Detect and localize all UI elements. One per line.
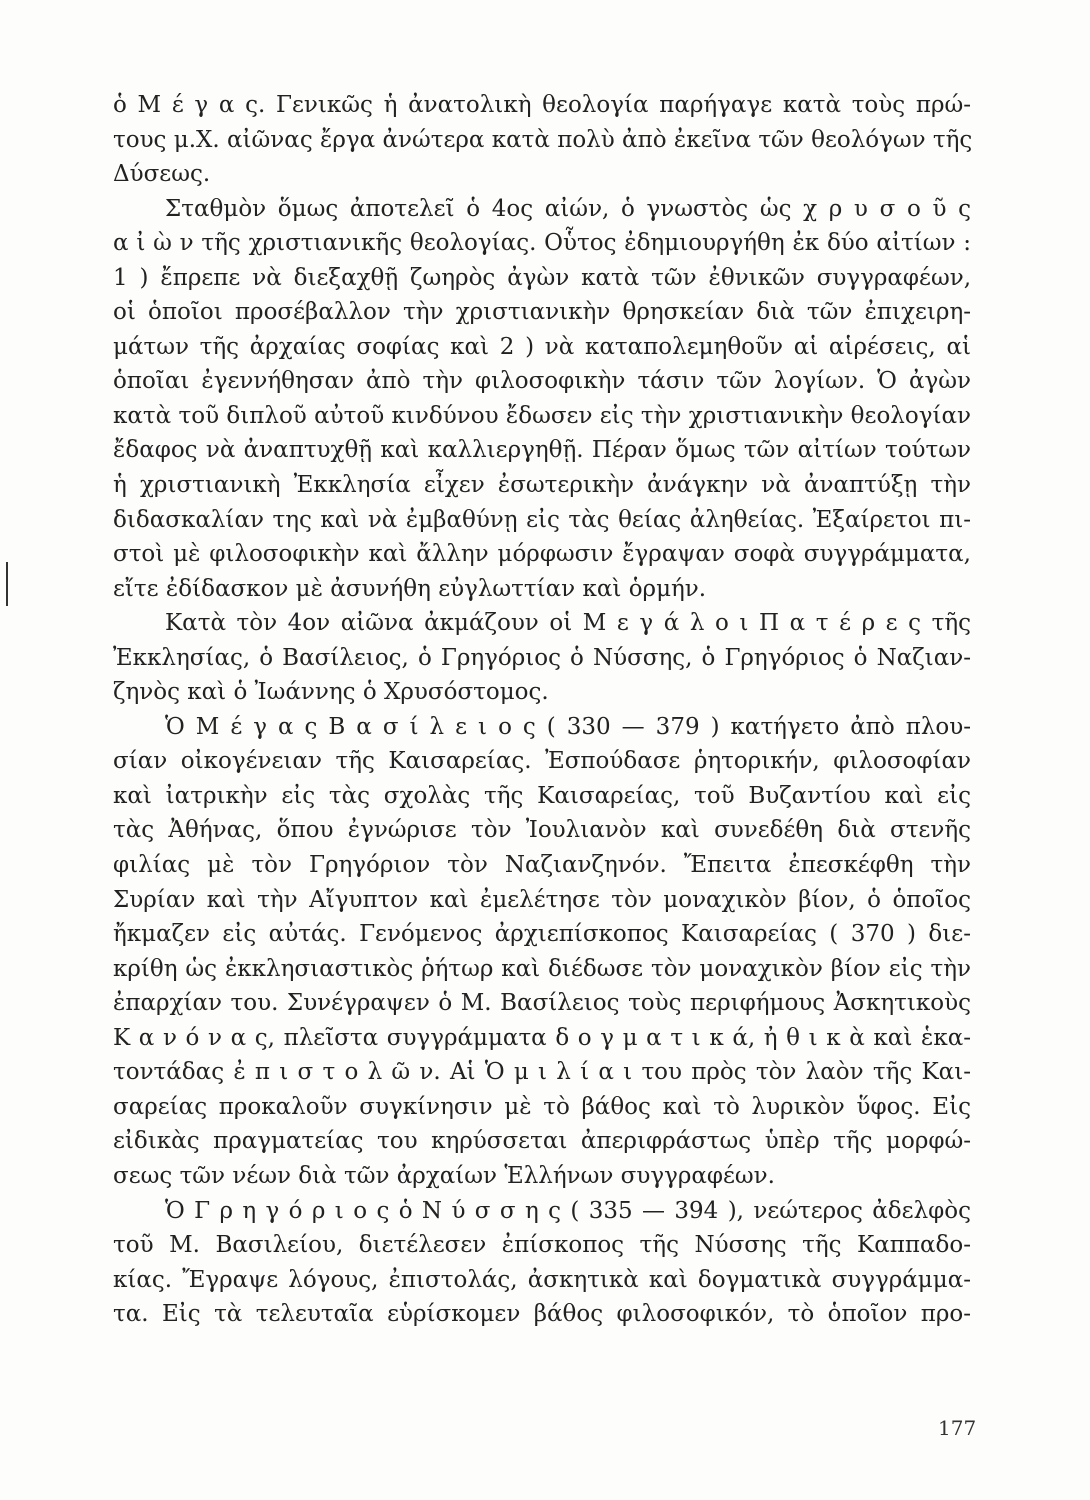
text-line: διδασκαλίαν της καὶ νὰ ἐμβαθύνῃ εἰς τὰς θείας ἀληθείας. Ἐξαίρετοι πι- (113, 506, 971, 533)
text-line: εἴτε ἐδίδασκον μὲ ἀσυνήθη εὐγλωττίαν καὶ ὁρμήν. (113, 575, 707, 602)
text-line: καὶ ἰατρικὴν εἰς τὰς σχολὰς τῆς Καισαρείας, τοῦ Βυζαντίου καὶ εἰς (113, 782, 971, 809)
text-line: Κατὰ τὸν 4ον αἰῶνα ἀκμάζουν οἱ Μ ε γ ά λ ο ι Π α τ έ ρ ε ς τῆς (165, 610, 971, 637)
text-line: τοντάδας ἐ π ι σ τ ο λ ῶ ν. Αἱ Ὁ μ ι λ ί α ι του πρὸς τὸν λαὸν τῆς Και- (113, 1059, 971, 1086)
text-line: τους μ.Χ. αἰῶνας ἔργα ἀνώτερα κατὰ πολὺ ἀπὸ ἐκεῖνα τῶν θεολόγων τῆς (113, 126, 973, 153)
text-line: ὁ Μ έ γ α ς. Γενικῶς ἡ ἀνατολικὴ θεολογία παρήγαγε κατὰ τοὺς πρώ- (113, 92, 971, 118)
text-line: Κ α ν ό ν α ς, πλεῖστα συγγράμματα δ ο γ μ α τ ι κ ά, ἠ θ ι κ ὰ καὶ ἑκα- (113, 1024, 971, 1051)
text-line: σαρείας προκαλοῦν συγκίνησιν μὲ τὸ βάθος καὶ τὸ λυρικὸν ὕφος. Εἰς (113, 1093, 971, 1120)
text-line: κατὰ τοῦ διπλοῦ αὐτοῦ κινδύνου ἔδωσεν εἰς τὴν χριστιανικὴν θεολογίαν (113, 402, 971, 429)
text-line: ἤκμαζεν εἰς αὐτάς. Γενόμενος ἀρχιεπίσκοπος Καισαρείας ( 370 ) διε- (113, 921, 971, 948)
text-line: Συρίαν καὶ τὴν Αἴγυπτον καὶ ἐμελέτησε τὸν μοναχικὸν βίον, ὁ ὁποῖος (113, 886, 971, 913)
text-line: σεως τῶν νέων διὰ τῶν ἀρχαίων Ἑλλήνων συγγραφέων. (113, 1162, 775, 1189)
text-line: ζηνὸς καὶ ὁ Ἰωάννης ὁ Χρυσόστομος. (113, 679, 549, 706)
scan-margin-mark (6, 562, 8, 606)
text-line: Ἐκκλησίας, ὁ Βασίλειος, ὁ Γρηγόριος ὁ Νύσσης, ὁ Γρηγόριος ὁ Ναζιαν- (113, 644, 971, 671)
text-line: κρίθη ὡς ἐκκλησιαστικὸς ῥήτωρ καὶ διέδωσε τὸν μοναχικὸν βίον εἰς τὴν (113, 955, 971, 982)
text-line: ἡ χριστιανικὴ Ἐκκλησία εἶχεν ἐσωτερικὴν ἀνάγκην νὰ ἀναπτύξῃ τὴν (113, 472, 971, 499)
text-line: μάτων τῆς ἀρχαίας σοφίας καὶ 2 ) νὰ καταπολεμηθοῦν αἱ αἱρέσεις, αἱ (113, 333, 971, 360)
text-line: 1 ) ἔπρεπε νὰ διεξαχθῇ ζωηρὸς ἀγὼν κατὰ τῶν ἐθνικῶν συγγραφέων, (113, 264, 971, 291)
text-line: Ὁ Μ έ γ α ς Β α σ ί λ ε ι ο ς ( 330 — 379 ) κατήγετο ἀπὸ πλου- (165, 713, 971, 740)
text-line: Δύσεως. (113, 161, 211, 188)
text-line: ἔδαφος νὰ ἀναπτυχθῇ καὶ καλλιεργηθῇ. Πέραν ὅμως τῶν αἰτίων τούτων (113, 437, 971, 464)
text-line: οἱ ὁποῖοι προσέβαλλον τὴν χριστιανικὴν θρησκείαν διὰ τῶν ἐπιχειρη- (113, 299, 971, 326)
text-line: τὰς Ἀθήνας, ὅπου ἐγνώρισε τὸν Ἰουλιανὸν καὶ συνεδέθη διὰ στενῆς (113, 817, 971, 844)
text-line: φιλίας μὲ τὸν Γρηγόριον τὸν Ναζιανζηνόν. Ἔπειτα ἐπεσκέφθη τὴν (113, 852, 971, 879)
text-line: ὁποῖαι ἐγεννήθησαν ἀπὸ τὴν φιλοσοφικὴν τάσιν τῶν λογίων. Ὁ ἀγὼν (113, 368, 971, 395)
text-line: α ἰ ὼ ν τῆς χριστιανικῆς θεολογίας. Οὗτος ἐδημιουργήθη ἐκ δύο αἰτίων : (113, 230, 971, 257)
text-line: Σταθμὸν ὅμως ἀποτελεῖ ὁ 4ος αἰών, ὁ γνωστὸς ὡς χ ρ υ σ ο ῦ ς (165, 195, 971, 222)
text-line: τοῦ Μ. Βασιλείου, διετέλεσεν ἐπίσκοπος τῆς Νύσσης τῆς Καππαδο- (113, 1232, 971, 1259)
text-line: ἐπαρχίαν του. Συνέγραψεν ὁ Μ. Βασίλειος τοὺς περιφήμους Ἀσκητικοὺς (113, 990, 971, 1017)
text-line: τα. Εἰς τὰ τελευταῖα εὑρίσκομεν βάθος φιλοσοφικόν, τὸ ὁποῖον προ- (113, 1301, 971, 1328)
text-line: στοὶ μὲ φιλοσοφικὴν καὶ ἄλλην μόρφωσιν ἔγραψαν σοφὰ συγγράμματα, (113, 541, 971, 568)
text-line: κίας. Ἔγραψε λόγους, ἐπιστολάς, ἀσκητικὰ καὶ δογματικὰ συγγράμμα- (113, 1266, 971, 1293)
page-number: 177 (938, 1416, 977, 1440)
text-line: Ὁ Γ ρ η γ ό ρ ι ο ς ὁ Ν ύ σ σ η ς ( 335 — 394 ), νεώτερος ἀδελφὸς (165, 1197, 971, 1224)
body-text (113, 88, 971, 1332)
text-line: σίαν οἰκογένειαν τῆς Καισαρείας. Ἐσπούδασε ῥητορικήν, φιλοσοφίαν (113, 748, 971, 775)
text-line: εἰδικὰς πραγματείας του κηρύσσεται ἀπεριφράστως ὑπὲρ τῆς μορφώ- (113, 1128, 971, 1155)
